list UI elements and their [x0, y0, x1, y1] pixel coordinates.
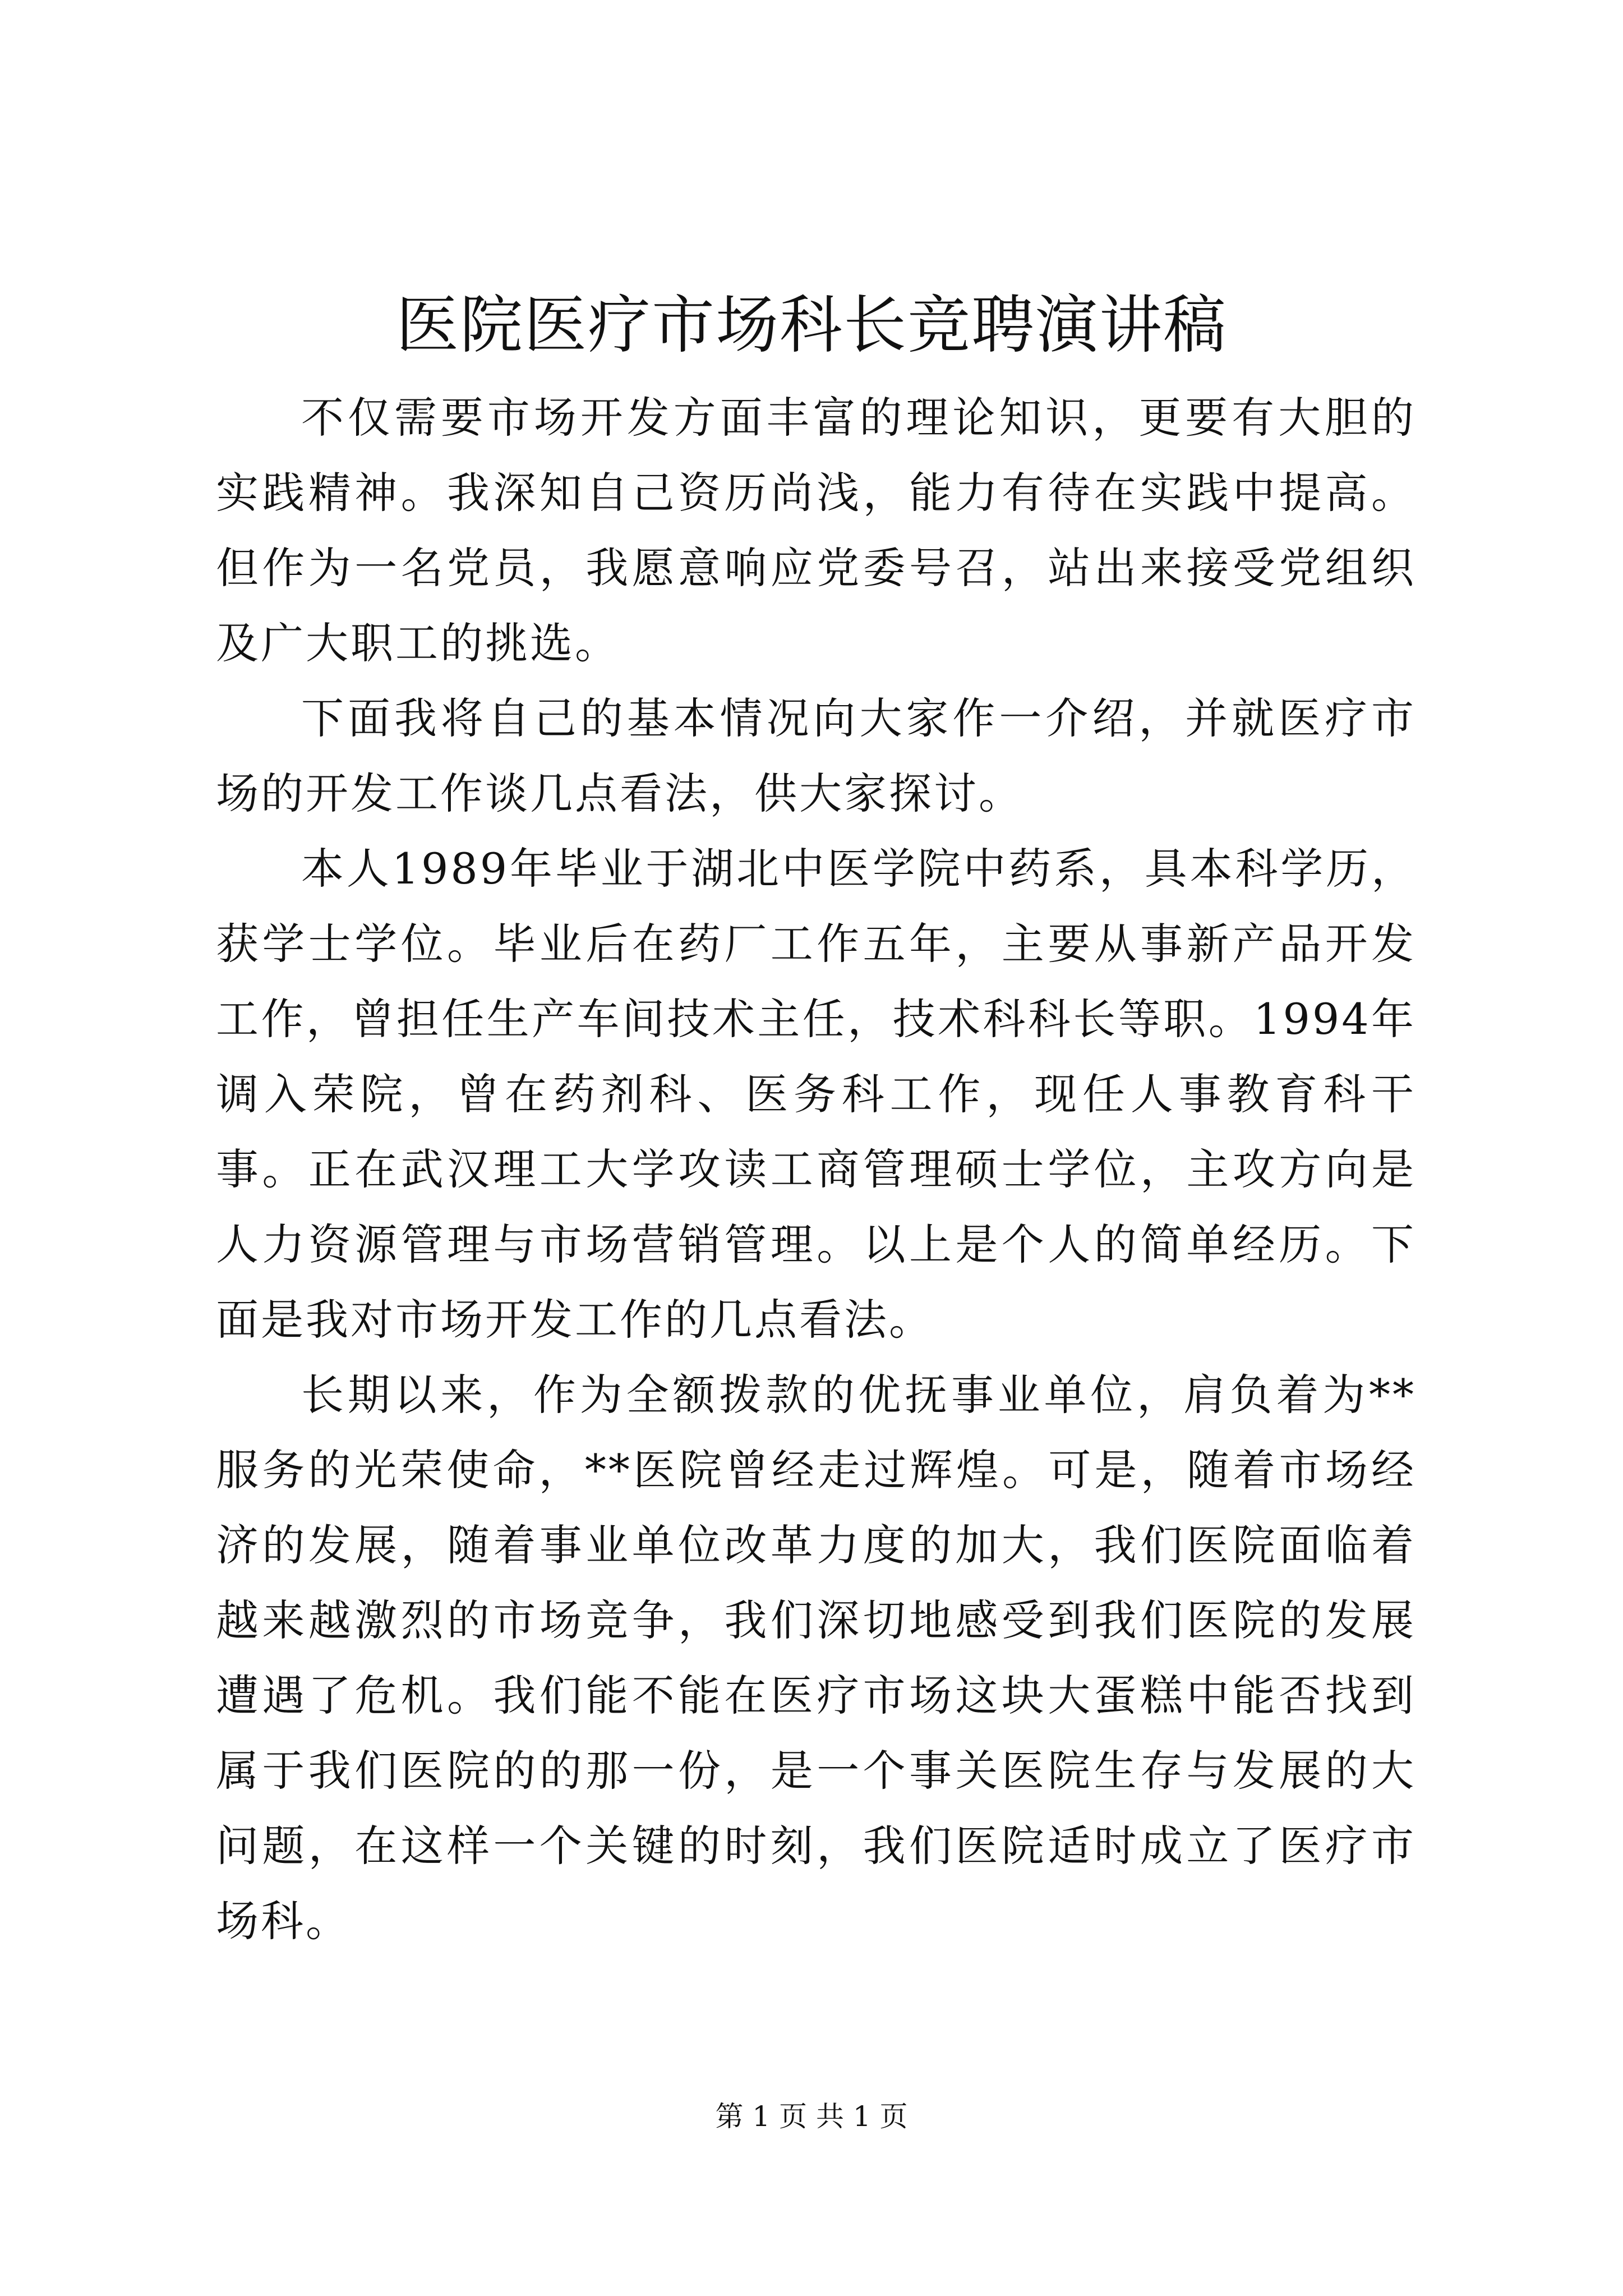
page-footer: 第 1 页 共 1 页 [715, 2100, 908, 2133]
paragraph-1: 不仅需要市场开发方面丰富的理论知识，更要有大胆的实践精神。我深知自己资历尚浅，能力有待在实践中提高。但作为一名党员，我愿意响应党委号召，站出来接受党组织及广大职工的挑选。 [216, 393, 1416, 668]
paragraph-2: 下面我将自己的基本情况向大家作一介绍，并就医疗市场的开发工作谈几点看法，供大家探讨。 [216, 693, 1416, 818]
paragraph-4: 长期以来，作为全额拨款的优抚事业单位，肩负着为**服务的光荣使命，**医院曾经走过辉煌。可是，随着市场经济的发展，随着事业单位改革力度的加大，我们医院面临着越来越激烈的市场竞争，我们深切地感受到我们医院的发展遭遇了危机。我们能不能在医疗市场这块大蛋糕中能否找到属于我们医院的的那一份，是一个事关医院生存与发展的大问题，在这样一个关键的时刻，我们医院适时成立了医疗市场科。 [216, 1370, 1416, 1946]
document-body [216, 380, 1416, 1959]
document-title: 医院医疗市场科长竞聘演讲稿 [396, 289, 1227, 362]
paragraph-3: 本人1989年毕业于湖北中医学院中药系，具本科学历，获学士学位。毕业后在药厂工作五年，主要从事新产品开发工作，曾担任生产车间技术主任，技术科科长等职。1994年调入荣院，曾在药剂科、医务科工作，现任人事教育科干事。正在武汉理工大学攻读工商管理硕士学位，主攻方向是人力资源管理与市场营销管理。以上是个人的简单经历。下面是我对市场开发工作的几点看法。 [216, 844, 1416, 1345]
